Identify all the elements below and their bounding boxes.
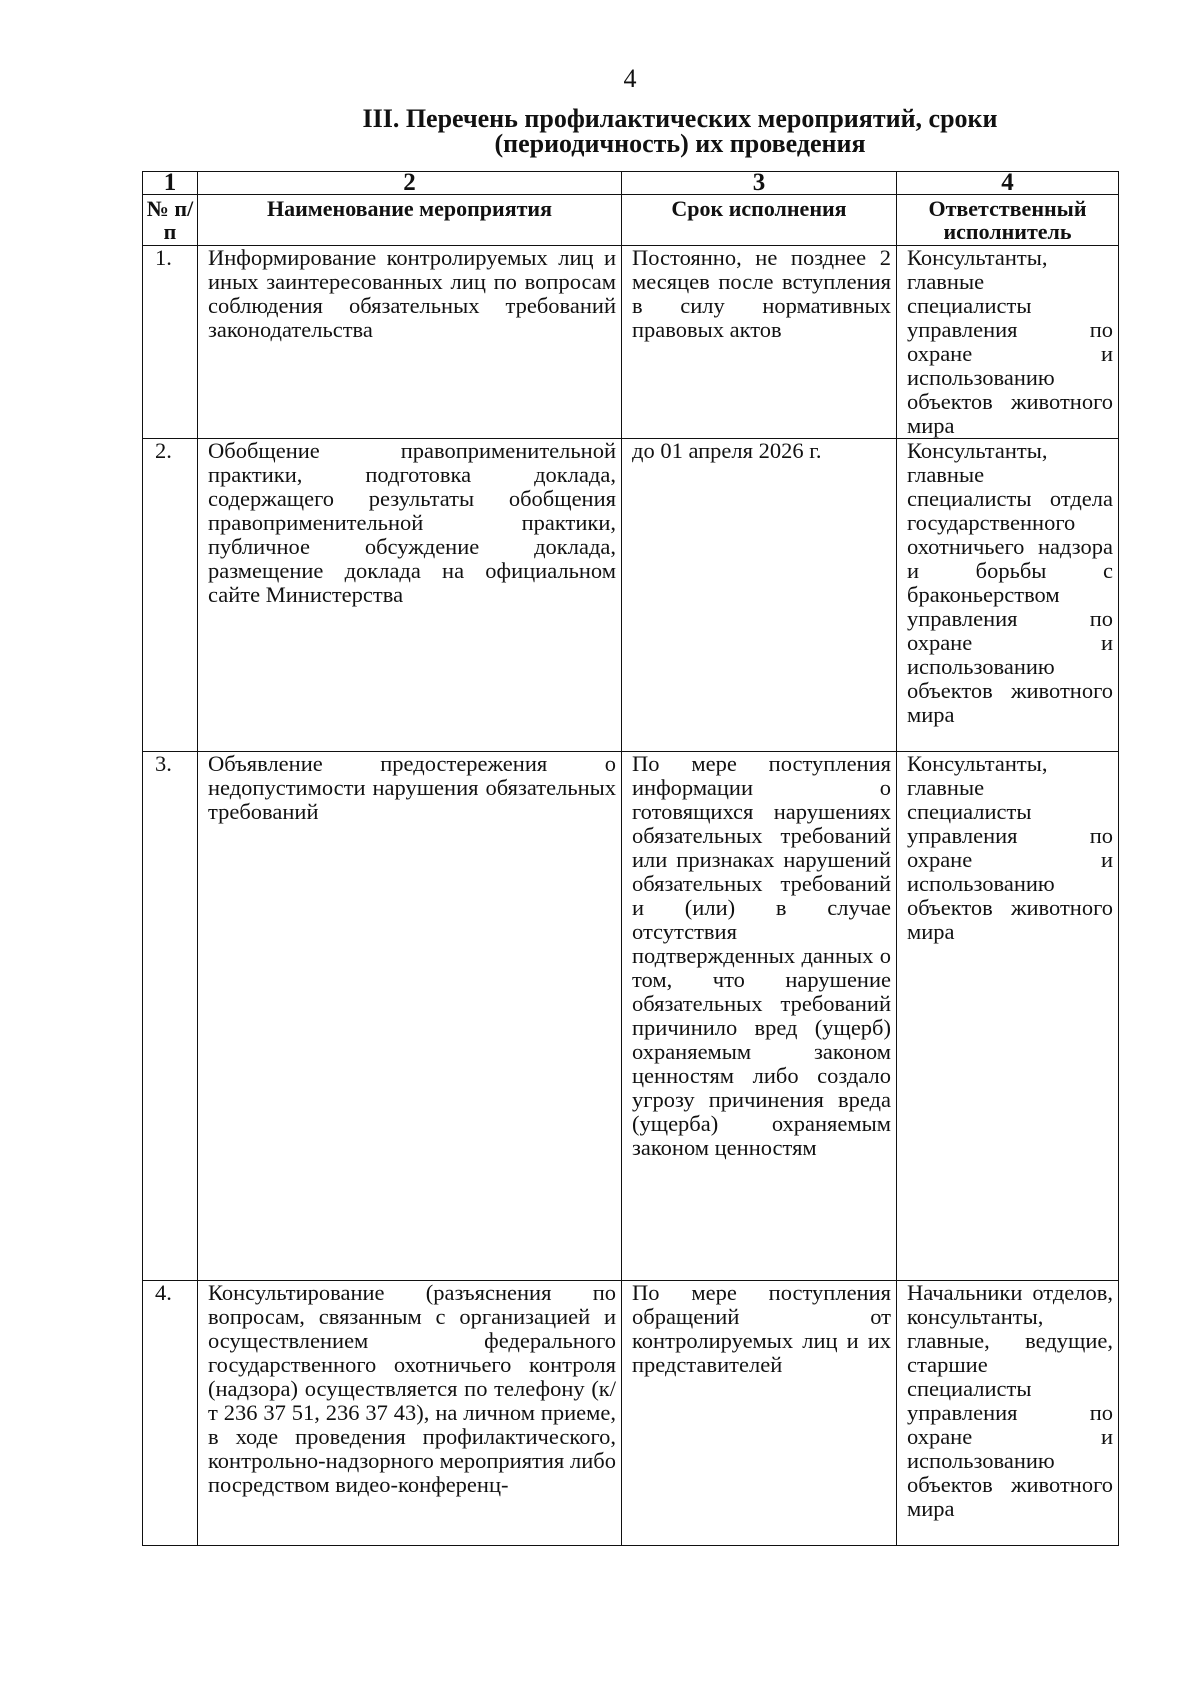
- table-row: [143, 1281, 1119, 1546]
- activities-table: [142, 171, 1119, 1546]
- activity-name: Обобщение правоприменительной практики, подготовка доклада, содержащего результаты обобщения правоприменительной практики, публичное обсуждение доклада, размещение доклада на официальном сайте Министерства: [198, 439, 622, 752]
- header-responsible: Ответственный исполнитель: [897, 195, 1119, 246]
- table-row: [143, 246, 1119, 439]
- activity-name: Консультирование (разъяснения по вопросам, связанным с организацией и осуществлением федерального государственного охотничьего контроля (надзора) осуществляется по телефону (к/т 236 37 51, 236 37 43), на личном приеме, в ходе проведения профилактического, контрольно-надзорного мероприятия либо посредством видео-конференц-: [198, 1281, 622, 1546]
- row-number: 3.: [143, 752, 198, 1281]
- column-number: 2: [198, 172, 622, 195]
- header-number: № п/п: [143, 195, 198, 246]
- section-title: [0, 106, 1200, 156]
- activity-deadline: до 01 апреля 2026 г.: [622, 439, 897, 752]
- header-name: Наименование мероприятия: [198, 195, 622, 246]
- header-row: [143, 195, 1119, 246]
- column-number: 1: [143, 172, 198, 195]
- section-title-line-2: (периодичность) их проведения: [494, 129, 866, 158]
- activity-deadline: Постоянно, не позднее 2 месяцев после вступления в силу нормативных правовых актов: [622, 246, 897, 439]
- table-row: [143, 439, 1119, 752]
- table-row: [143, 752, 1119, 1281]
- row-number: 2.: [143, 439, 198, 752]
- row-number: 4.: [143, 1281, 198, 1546]
- activity-responsible: Начальники отделов, консультанты, главные, ведущие, старшие специалисты управления по охране и использованию объектов животного мира: [897, 1281, 1119, 1546]
- activity-name: Объявление предостережения о недопустимости нарушения обязательных требований: [198, 752, 622, 1281]
- activity-deadline: По мере поступления обращений от контролируемых лиц и их представителей: [622, 1281, 897, 1546]
- row-number: 1.: [143, 246, 198, 439]
- activity-deadline: По мере поступления информации о готовящихся нарушениях обязательных требований или признаках нарушений обязательных требований и (или) в случае отсутствия подтвержденных данных о том, что нарушение обязательных требований причинило вред (ущерб) охраняемым законом ценностям либо создало угрозу причинения вреда (ущерба) охраняемым законом ценностям: [622, 752, 897, 1281]
- activity-responsible: Консультанты, главные специалисты отдела государственного охотничьего надзора и борьбы с браконьерством управления по охране и использованию объектов животного мира: [897, 439, 1119, 752]
- activity-responsible: Консультанты, главные специалисты управления по охране и использованию объектов животного мира: [897, 246, 1119, 439]
- column-numbers-row: [143, 172, 1119, 195]
- header-deadline: Срок исполнения: [622, 195, 897, 246]
- column-number: 4: [897, 172, 1119, 195]
- activity-responsible: Консультанты, главные специалисты управления по охране и использованию объектов животного мира: [897, 752, 1119, 1281]
- activity-name: Информирование контролируемых лиц и иных заинтересованных лиц по вопросам соблюдения обязательных требований законодательства: [198, 246, 622, 439]
- section-title-line-1: III. Перечень профилактических мероприятий, сроки: [362, 104, 998, 133]
- page-number: 4: [623, 64, 637, 93]
- column-number: 3: [622, 172, 897, 195]
